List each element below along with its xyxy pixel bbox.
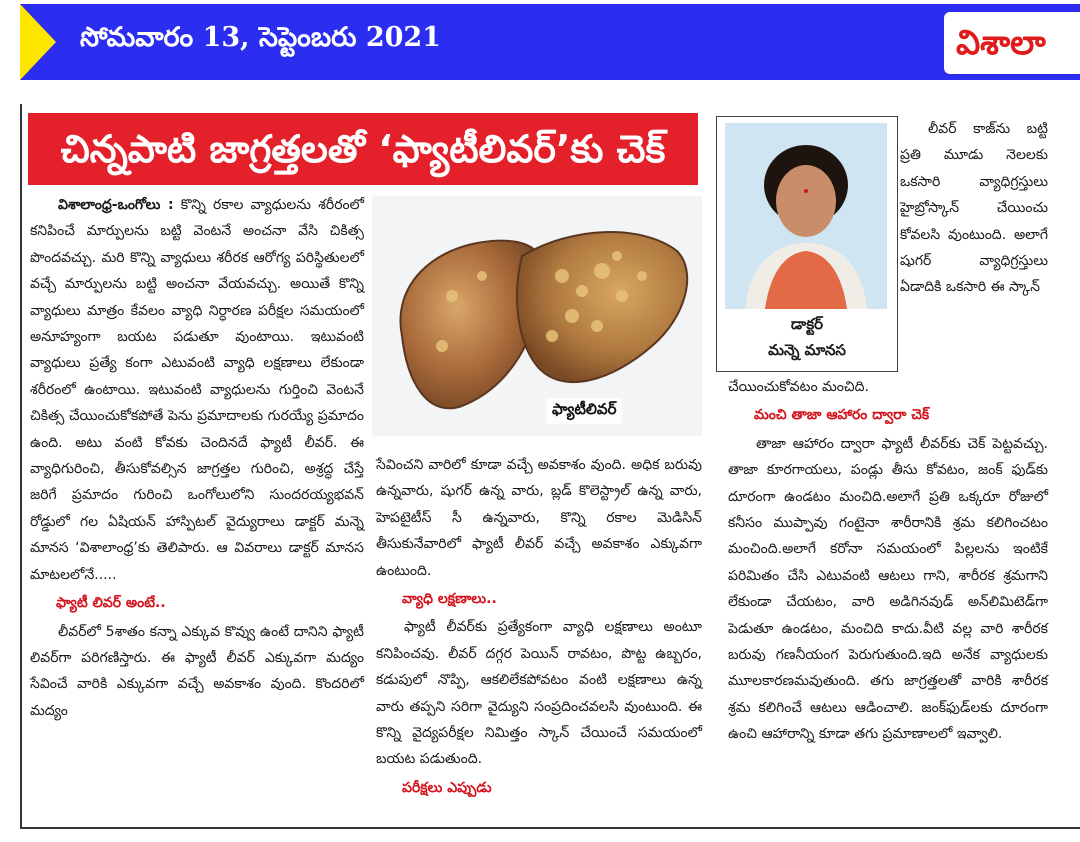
newspaper-logo: విశాలా [944,12,1080,74]
doctor-portrait [725,123,887,309]
article-column-2 [376,452,702,803]
article-column-3-top [900,116,1048,301]
article-headline: చిన్నపాటి జాగ్రత్తలతో ‘ఫ్యాటీలివర్’కు చెక్ [28,113,698,185]
issue-date: సోమవారం 13, సెప్టెంబరు 2021 [80,22,441,53]
doctor-photo [725,123,887,309]
subheading-fresh-food: మంచి తాజా ఆహారం ద్వారా చెక్ [754,407,930,424]
article-column-1 [30,192,364,724]
subheading-tests: పరీక్షలు ఎప్పుడు [402,779,492,796]
liver-illustration [372,196,702,436]
subheading-fatty-liver: ఫ్యాటీ లివర్ అంటే.. [56,595,166,612]
byline: విశాలాంధ్ర-ఒంగోలు : [58,197,174,213]
article-column-3 [728,374,1048,748]
liver-image-caption: ఫ్యాటీలివర్ [546,398,622,424]
doctor-title: డాక్టర్ [790,315,824,333]
paragraph: తాజా ఆహారం ద్వారా ఫ్యాటీ లీవర్‌కు చెక్ పెట్టవచ్చు. తాజా కూరగాయలు, పండ్లు తీసు కోవటం, జంక్ ఫుడ్‌కు దూరంగా ఉండటం మంచిది.అలాగే ప్రతి ఒక్కరూ రోజులో కనీసం ముప్పావు గంటైనా శారీరానికి శ్రమ కలిగించటం మంచింది.అలాగే కరోనా సమయంలో పిల్లలను ఇంటికే పరిమితం చేసి ఎటువంటి ఆటలు గాని, శారీరక శ్రమగాని లేకుండా చేయటం, వారి అడిగినవుడ్ అన్‌లిమిటెడ్‌గా పెడుతూ ఉండటం, మంచిది కాదు.వీటి వల్ల వారి శారీరక బరువు గణనీయంగ పెరుగుతుంది.ఇది అనేక వ్యాధులకు మూలకారణమవుతుంది. తగు జాగ్రత్తలతో వారికి శారీరక శ్రమ కలిగించే ఆటలు ఆడించాలి. జంక్‌ఫుడ్‌లకు దూరంగా ఉంచి ఆహారాన్ని కూడా తగు ప్రమాణాలలో ఇవ్వాలి. [728,435,1048,743]
paragraph: సేవించని వారిలో కూడా వచ్చే అవకాశం వుంది. అధిక బరువు ఉన్నవారు, షుగర్ ఉన్న వారు, బ్లడ్ కొలెస్ట్రాల్ ఉన్న వారు, హెపటైటీస్ సీ ఉన్నవారు, కొన్ని రకాల మెడిసిన్ తీసుకునేవారిలో ఫ్యాటీ లీవర్ వచ్చే అవకాశం ఎక్కువగా ఉంటుంది. [376,457,702,579]
paragraph: ఫ్యాటీ లీవర్‌కు ప్రత్యేకంగా వ్యాధి లక్షణాలు అంటూ కనిపించవు. లీవర్ దగ్గర పెయిన్ రావటం, పొట్ట ఉబ్బరం, కడుపులో నొప్పి, ఆకలిలేకపోవటం వంటి లక్షణాలు ఉన్న వారు తప్పని సరిగా వైద్యుని సంప్రదించవలసి వుంటుంది. ఈ కొన్ని వైద్యపరీక్షల నిమిత్తం స్కాన్ చేయించే సమయంలో బయట పడుతుంది. [376,619,702,768]
masthead-triangle [20,4,56,80]
subheading-symptoms: వ్యాధి లక్షణాలు.. [402,591,497,608]
paragraph: చేయించుకోవటం మంచిది. [728,379,869,395]
paragraph: లీవర్‌లో 5శాతం కన్నా ఎక్కువ కొవ్వు ఉంటే దానిని ఫ్యాటీ లివర్‌గా పరిగణిస్తారు. ఈ ఫ్యాటీ లీవర్ ఎక్కువగా మద్యం సేవించే వారికి ఎక్కువగా వచ్చే అవకాశం వుంది. కొందరిలో మద్యం [30,623,364,719]
intro-text: కొన్ని రకాల వ్యాధులను శరీరంలో కనిపించే మార్పులను బట్టి వెంటనే అంచనా వేసి చికిత్స పొందవచ్చు. మరి కొన్ని వ్యాధులు శరీరక ఆరోగ్య పరిస్థితులలో వచ్చే మార్పులను బట్టి అంచనా వేయవచ్చు. అయితే కొన్ని వ్యాధులు మాత్రం కేవలం వ్యాధి నిర్ధారణ పరీక్షల సమయంలో అనూహ్యంగా బయట పడుతూ వుంటాయి. ఇటువంటి వ్యాధులు ప్రత్యే కంగా ఎటువంటి వ్యాధి లక్షణాలు లేకుండా శరీరంలో ఉంటాయి. ఇటువంటి వ్యాధులను గుర్తించి వెంటనే చికిత్స చేయించుకోకపోతే పెను ప్రమాదాలకు గురయ్యే ప్రమాదం ఉంది. అటు వంటి కోవకు చెందినదే ఫ్యాటీ లీవర్. ఈ వ్యాధిగురించి, తీసుకోవల్సిన జాగ్రత్తల గురించి, అశ్రద్ధ చేస్తే జరిగే ప్రమాదం గురించి ఒంగోలులోని సుందరయ్యభవన్ రోడ్డులో గల ఏషియన్ హాస్పిటల్ వైద్యురాలు డాక్టర్ మన్నె మానస ‘విశాలాంధ్ర’కు తెలిపారు. ఆ వివరాలు డాక్టర్ మానస మాటలలోనే..... [30,197,365,583]
doctor-caption [717,311,897,363]
doctor-photo-box [716,116,898,372]
masthead [20,4,1080,80]
intro-paragraph [30,192,364,588]
paragraph: లీవర్ కాజ్‌ను బట్టి ప్రతి మూడు నెలలకు ఒకసారి వ్యాధిగ్రస్తులు హైబ్రోస్కాన్ చేయించు కోవలసి వుంటుంది. అలాగే షుగర్ వ్యాధిగ్రస్తులు ఏడాదికి ఒకసారి ఈ స్కాన్ [900,121,1048,296]
doctor-name: మన్నె మానస [768,341,846,359]
liver-image [372,196,702,436]
